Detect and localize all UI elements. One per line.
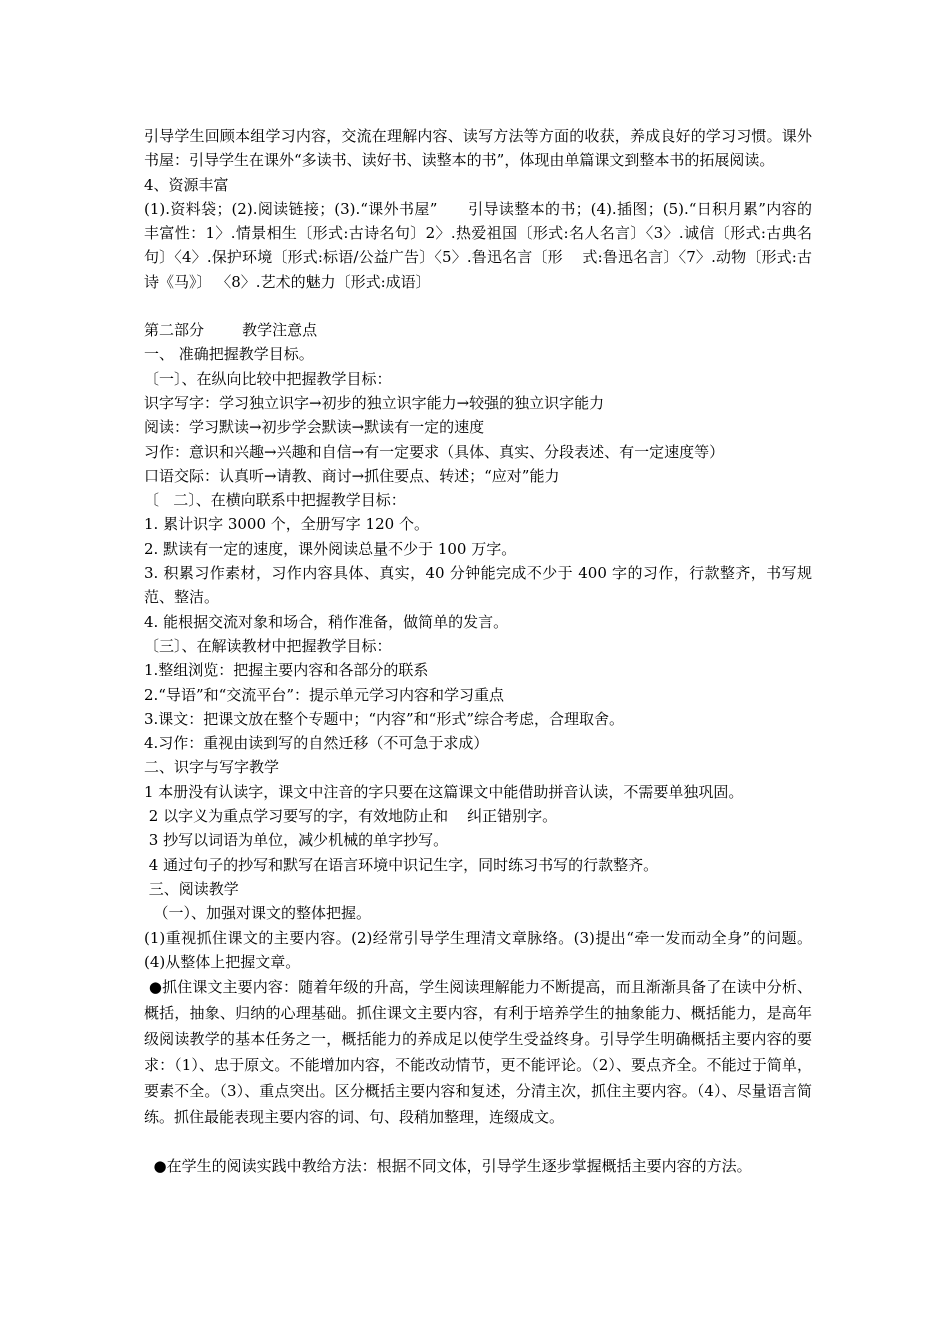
goal-writing: 习作：意识和兴趣→兴趣和自信→有一定要求（具体、真实、分段表述、有一定速度等）: [144, 442, 725, 461]
literacy-item-2: 2 以字义为重点学习要写的字，有效地防止和 纠正错别字。: [144, 807, 558, 826]
interpret-item-1: 1.整组浏览：把握主要内容和各部分的联系: [144, 661, 429, 680]
goal-oral: 口语交际：认真听→请教、商讨→抓住要点、转述；“应对”能力: [144, 466, 560, 485]
goal-literacy: 识字写字：学习独立识字→初步的独立识字能力→较强的独立识字能力: [144, 393, 605, 412]
horizontal-item-4: 4. 能根据交流对象和场合，稍作准备，做简单的发言。: [144, 612, 509, 631]
heading-goals: 一、 准确把握教学目标。: [144, 345, 314, 364]
horizontal-item-2: 2. 默读有一定的速度，课外阅读总量不少于 100 万字。: [144, 539, 517, 558]
paragraph-method: ●在学生的阅读实践中教给方法：根据不同文体，引导学生逐步掌握概括主要内容的方法。: [144, 1157, 752, 1176]
paragraph-whole: (1)重视抓住课文的主要内容。(2)经常引导学生理清文章脉络。(3)提出“牵一发而动全身”的问题。(4)从整体上把握文章。: [144, 928, 812, 971]
document-page: [144, 124, 812, 1178]
blank-line: [144, 294, 812, 318]
horizontal-item-1: 1. 累计识字 3000 个，全册写字 120 个。: [144, 515, 429, 534]
subheading-vertical: 〔一〕、在纵向比较中把握教学目标：: [144, 369, 392, 388]
horizontal-item-3: 3. 积累习作素材，习作内容具体、真实，40 分钟能完成不少于 400 字的习作，行款整齐，书写规范、整洁。: [144, 564, 812, 607]
blank-line: [144, 1130, 812, 1154]
interpret-item-2: 2.“导语”和“交流平台”：提示单元学习内容和学习重点: [144, 685, 504, 704]
paragraph-main-content: ●抓住课文主要内容：随着年级的升高，学生阅读理解能力不断提高，而且渐渐具备了在读中分析、概括，抽象、归纳的心理基础。抓住课文主要内容，有利于培养学生的抽象能力、概括能力，是高年级阅读教学的基本任务之一，概括能力的养成足以使学生受益终身。引导学生明确概括主要内容的要求：（1）、忠于原文。不能增加内容，不能改动情节，更不能评论。（2）、要点齐全。不能过于简单，要素不全。（3）、重点突出。区分概括主要内容和复述，分清主次，抓住主要内容。（4）、尽量语言简练。抓住最能表现主要内容的词、句、段稍加整理，连缀成文。: [144, 978, 812, 1127]
paragraph-resources: (1).资料袋；(2).阅读链接；(3).“课外书屋” 引导读整本的书；(4).插图；(5).“日积月累”内容的丰富性：1〉.情景相生〔形式:古诗名句〕2〉.热爱祖国〔形式:名人名言〕〈3〉.诚信〔形式:古典名句〕〈4〉.保护环境〔形式:标语/公益广告〕〈5〉.鲁迅名言〔形 式:鲁迅名言〕〈7〉.动物〔形式:古诗《马》〕 〈8〉.艺术的魅力〔形式:成语〕: [144, 199, 812, 291]
heading-resources: 4、资源丰富: [144, 175, 229, 194]
interpret-item-3: 3.课文：把课文放在整个专题中；“内容”和“形式”综合考虑，合理取舍。: [144, 709, 624, 728]
subheading-whole: （一）、加强对课文的整体把握。: [144, 904, 372, 923]
section-title-part2: 第二部分 教学注意点: [144, 321, 318, 340]
subheading-horizontal: 〔 二〕、在横向联系中把握教学目标：: [144, 491, 406, 510]
literacy-item-3: 3 抄写以词语为单位，减少机械的单字抄写。: [144, 831, 449, 850]
paragraph-review: 引导学生回顾本组学习内容，交流在理解内容、读写方法等方面的收获，养成良好的学习习惯。课外书屋：引导学生在课外“多读书、读好书、读整本的书”，体现由单篇课文到整本书的拓展阅读。: [144, 127, 812, 170]
goal-reading: 阅读：学习默读→初步学会默读→默读有一定的速度: [144, 418, 485, 437]
heading-reading: 三、阅读教学: [144, 879, 239, 898]
subheading-interpret: 〔三〕、在解读教材中把握教学目标：: [144, 636, 392, 655]
literacy-item-4: 4 通过句子的抄写和默写在语言环境中识记生字，同时练习书写的行款整齐。: [144, 855, 659, 874]
heading-literacy: 二、识字与写字教学: [144, 758, 280, 777]
literacy-item-1: 1 本册没有认读字，课文中注音的字只要在这篇课文中能借助拼音认读，不需要单独巩固。: [144, 782, 744, 801]
interpret-item-4: 4.习作：重视由读到写的自然迁移（不可急于求成）: [144, 734, 489, 753]
